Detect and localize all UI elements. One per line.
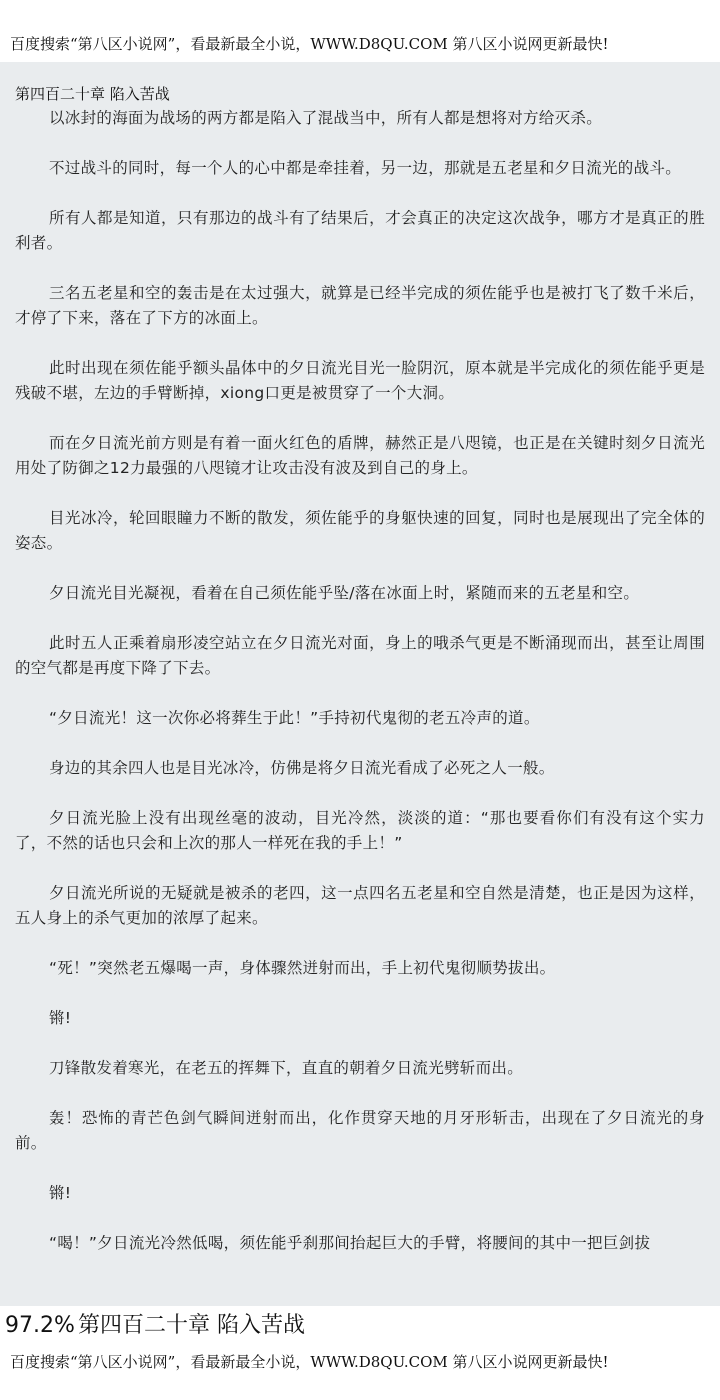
progress-chapter-title: 第四百二十章 陷入苦战 <box>78 1313 305 1338</box>
paragraph: 此时五人正乘着扇形凌空站立在夕日流光对面，身上的哦杀气更是不断涌现而出，甚至让周围的空气都是再度下降了下去。 <box>15 634 705 677</box>
paragraph: 所有人都是知道，只有那边的战斗有了结果后，才会真正的决定这次战争，哪方才是真正的胜利者。 <box>15 209 705 252</box>
paragraph: “死！”突然老五爆喝一声，身体骤然迸射而出，手上初代鬼彻顺势拔出。 <box>49 959 556 977</box>
paragraph: 夕日流光脸上没有出现丝毫的波动，目光冷然，淡淡的道：“那也要看你们有没有这个实力了，不然的话也只会和上次的那人一样死在我的手上！” <box>15 809 705 852</box>
top-banner <box>0 28 720 60</box>
bottom-banner <box>0 1346 720 1378</box>
paragraph: 此时出现在须佐能乎额头晶体中的夕日流光目光一脸阴沉，原本就是半完成化的须佐能乎更是残破不堪，左边的手臂断掉，xiong口更是被贯穿了一个大洞。 <box>15 359 705 402</box>
paragraph: 轰！恐怖的青芒色剑气瞬间迸射而出，化作贯穿天地的月牙形斩击，出现在了夕日流光的身前。 <box>15 1109 705 1152</box>
paragraph: 身边的其余四人也是目光冰冷，仿佛是将夕日流光看成了必死之人一般。 <box>49 759 555 777</box>
paragraph: 刀锋散发着寒光，在老五的挥舞下，直直的朝着夕日流光劈斩而出。 <box>49 1059 524 1077</box>
paragraph: “喝！”夕日流光冷然低喝，须佐能乎刹那间抬起巨大的手臂，将腰间的其中一把巨剑拔 <box>49 1234 651 1252</box>
paragraph: 不过战斗的同时，每一个人的心中都是牵挂着，另一边，那就是五老星和夕日流光的战斗。 <box>49 159 682 177</box>
paragraph: 而在夕日流光前方则是有着一面火红色的盾牌，赫然正是八咫镜，也正是在关键时刻夕日流光用处了防御之12力最强的八咫镜才让攻击没有波及到自己的身上。 <box>15 434 705 477</box>
paragraph: “夕日流光！这一次你必将葬生于此！”手持初代鬼彻的老五冷声的道。 <box>49 709 540 727</box>
reading-progress-bar <box>0 1306 720 1346</box>
paragraph: 以冰封的海面为战场的两方都是陷入了混战当中，所有人都是想将对方给灭杀。 <box>49 109 603 127</box>
chapter-title: 第四百二十章 陷入苦战 <box>15 85 170 103</box>
banner-text: 百度搜索“第八区小说网”，看最新最全小说，WWW.D8QU.COM 第八区小说网更新最快! <box>10 1353 609 1371</box>
progress-percent: 97.2% <box>5 1313 75 1338</box>
paragraph: 锵! <box>49 1009 72 1027</box>
paragraph: 夕日流光目光凝视，看着在自己须佐能乎坠/落在冰面上时，紧随而来的五老星和空。 <box>49 584 640 602</box>
reader-area[interactable] <box>0 62 720 1306</box>
paragraph: 锵! <box>49 1184 72 1202</box>
chapter-content <box>15 106 705 1281</box>
paragraph: 夕日流光所说的无疑就是被杀的老四，这一点四名五老星和空自然是清楚，也正是因为这样，五人身上的杀气更加的浓厚了起来。 <box>15 884 705 927</box>
paragraph: 目光冰冷，轮回眼瞳力不断的散发，须佐能乎的身躯快速的回复，同时也是展现出了完全体的姿态。 <box>15 509 705 552</box>
paragraph: 三名五老星和空的轰击是在太过强大，就算是已经半完成的须佐能乎也是被打飞了数千米后，才停了下来，落在了下方的冰面上。 <box>15 284 705 327</box>
banner-text: 百度搜索“第八区小说网”，看最新最全小说，WWW.D8QU.COM 第八区小说网更新最快! <box>10 35 609 53</box>
